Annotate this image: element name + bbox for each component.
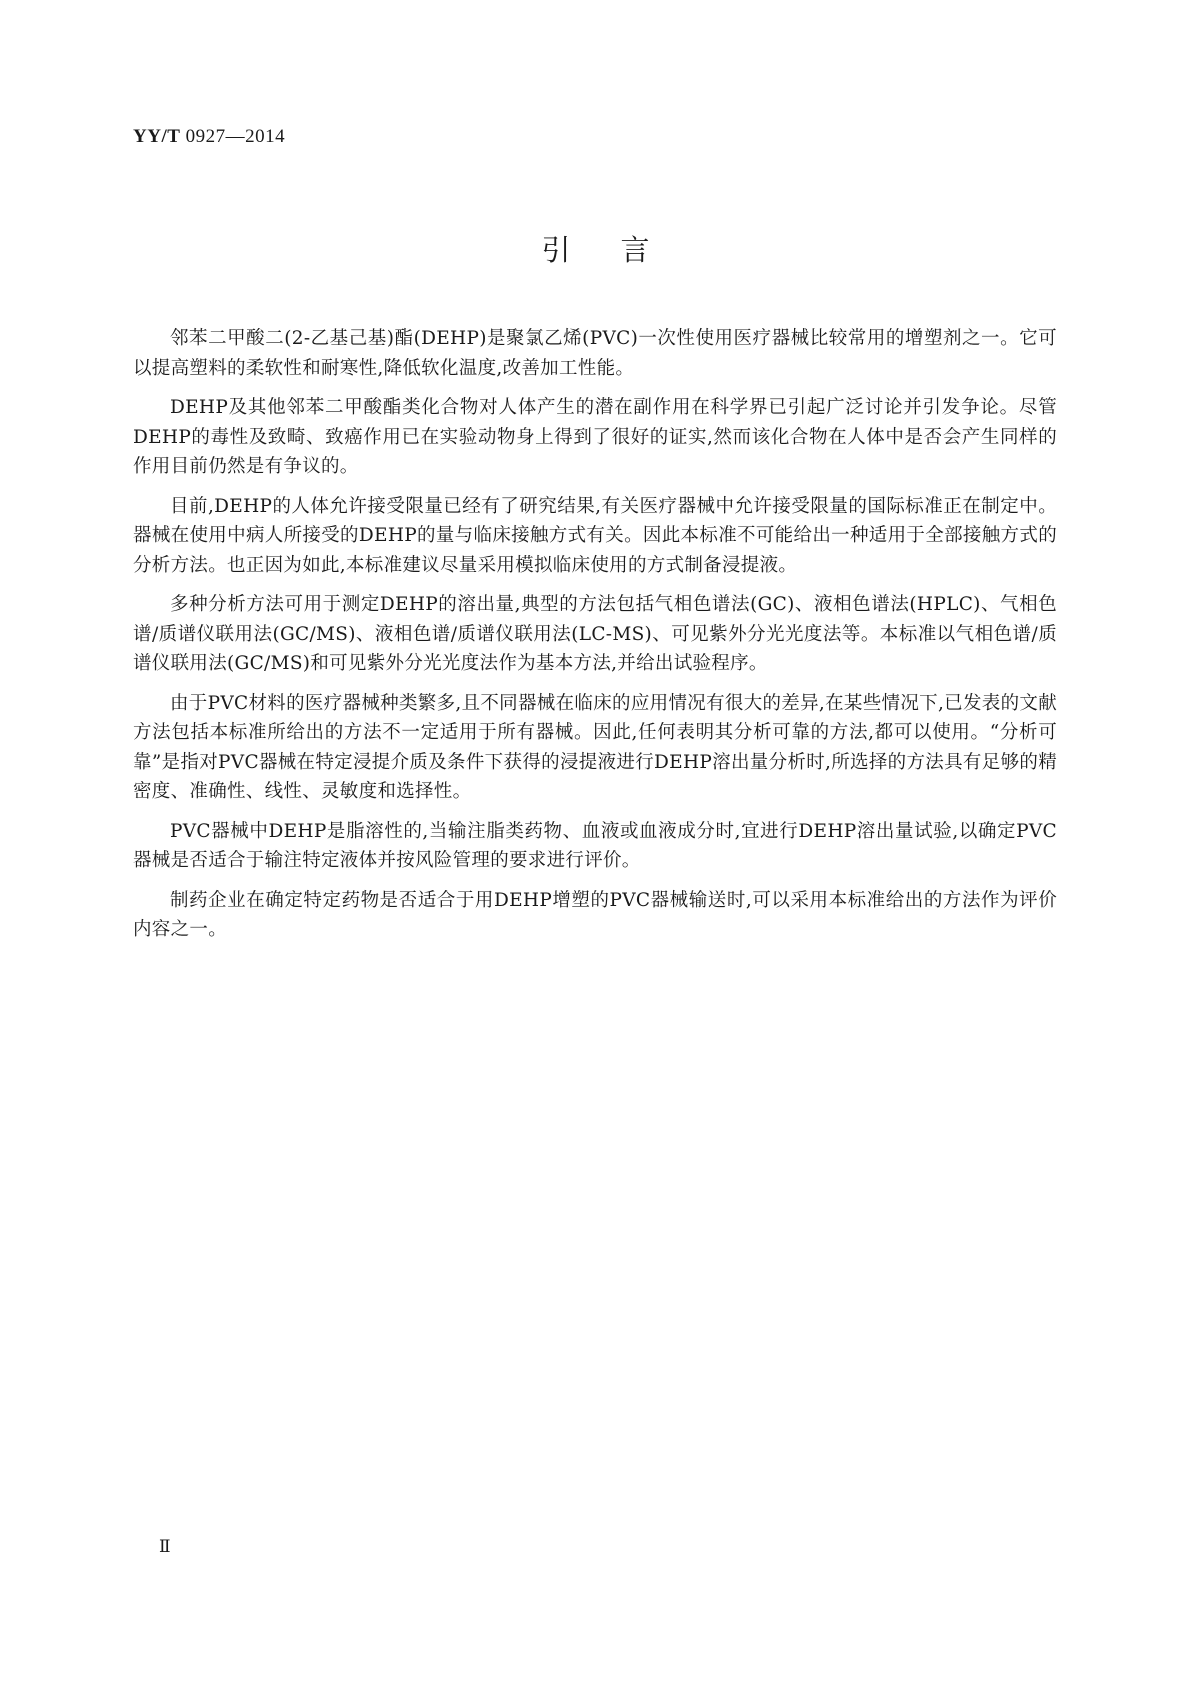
paragraph-1: 邻苯二甲酸二(2-乙基己基)酯(DEHP)是聚氯乙烯(PVC)一次性使用医疗器械比较常用的增塑剂之一。它可以提高塑料的柔软性和耐寒性,降低软化温度,改善加工性能。	[133, 328, 1057, 379]
page-number: Ⅱ	[159, 1537, 171, 1556]
page-title: 引言	[541, 233, 700, 267]
introduction-body	[133, 324, 1057, 955]
paragraph-6: PVC器械中DEHP是脂溶性的,当输注脂类药物、血液或血液成分时,宜进行DEHP溶出量试验,以确定PVC器械是否适合于输注特定液体并按风险管理的要求进行评价。	[133, 820, 1057, 871]
standard-code-number: 0927—2014	[185, 126, 286, 147]
standard-code-prefix: YY/T	[133, 126, 181, 147]
paragraph-2: DEHP及其他邻苯二甲酸酯类化合物对人体产生的潜在副作用在科学界已引起广泛讨论并引发争论。尽管DEHP的毒性及致畸、致癌作用已在实验动物身上得到了很好的证实,然而该化合物在人体中是否会产生同样的作用目前仍然是有争议的。	[133, 397, 1057, 477]
paragraph-7: 制药企业在确定特定药物是否适合于用DEHP增塑的PVC器械输送时,可以采用本标准给出的方法作为评价内容之一。	[133, 889, 1057, 940]
paragraph-3: 目前,DEHP的人体允许接受限量已经有了研究结果,有关医疗器械中允许接受限量的国际标准正在制定中。器械在使用中病人所接受的DEHP的量与临床接触方式有关。因此本标准不可能给出一种适用于全部接触方式的分析方法。也正因为如此,本标准建议尽量采用模拟临床使用的方式制备浸提液。	[133, 495, 1057, 576]
paragraph-5: 由于PVC材料的医疗器械种类繁多,且不同器械在临床的应用情况有很大的差异,在某些情况下,已发表的文献方法包括本标准所给出的方法不一定适用于所有器械。因此,任何表明其分析可靠的方法,都可以使用。“分析可靠”是指对PVC器械在特定浸提介质及条件下获得的浸提液进行DEHP溶出量分析时,所选择的方法具有足够的精密度、准确性、线性、灵敏度和选择性。	[133, 692, 1057, 802]
standard-code	[133, 126, 285, 148]
paragraph-4: 多种分析方法可用于测定DEHP的溶出量,典型的方法包括气相色谱法(GC)、液相色谱法(HPLC)、气相色谱/质谱仪联用法(GC/MS)、液相色谱/质谱仪联用法(LC-MS)、可见紫外分光光度法等。本标准以气相色谱/质谱仪联用法(GC/MS)和可见紫外分光光度法作为基本方法,并给出试验程序。	[133, 594, 1057, 674]
